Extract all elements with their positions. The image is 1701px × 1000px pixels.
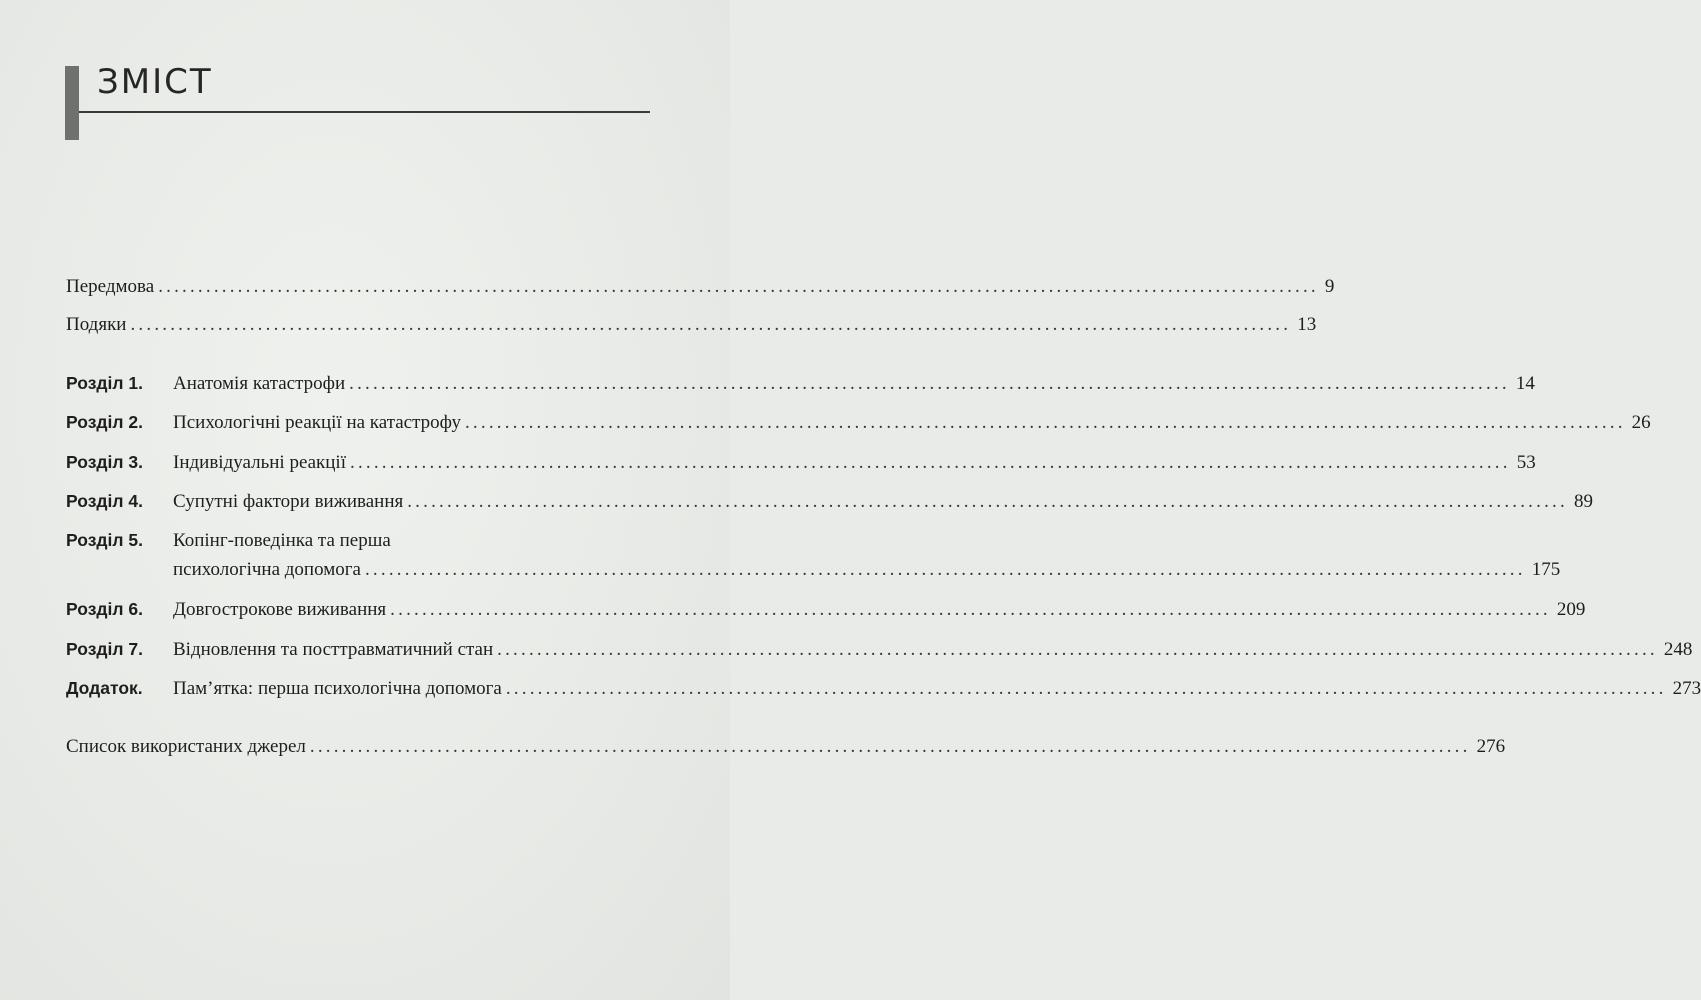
toc-entry-title: Подяки	[66, 314, 127, 335]
toc-entry-label: Розділ 1.	[66, 373, 143, 393]
toc-entry-title: Індивідуальні реакції	[173, 452, 346, 473]
toc-entry-label: Розділ 6.	[66, 599, 143, 619]
toc-entry-chapter-4[interactable]	[66, 489, 1593, 513]
toc-entry-label: Розділ 4.	[66, 491, 143, 511]
toc-entry-acknowledgements[interactable]	[66, 313, 1317, 337]
toc-entry-title: Анатомія катастрофи	[173, 373, 346, 394]
toc-entry-page: 89	[1573, 491, 1593, 512]
toc-entry-chapter-5[interactable]	[66, 528, 1561, 580]
toc-entry-chapter-7[interactable]	[66, 637, 1693, 661]
toc-entry-title: Психологічні реакції на катастрофу	[173, 412, 461, 433]
toc-leader-dots: ..................................................................................................................................................	[464, 412, 1626, 433]
toc-entry-references[interactable]	[66, 735, 1506, 759]
toc-entry-title: Копінг-поведінка та перша	[173, 530, 391, 551]
toc-entry-page: 248	[1663, 639, 1693, 660]
toc-entry-page: 26	[1631, 412, 1651, 433]
toc-entry-chapter-3[interactable]	[66, 450, 1536, 474]
toc-leader-dots: ..................................................................................................................................................	[130, 314, 1292, 335]
toc-entry-page: 273	[1672, 678, 1701, 699]
toc-leader-dots: ..................................................................................................................................................	[497, 639, 1658, 660]
toc-entry-page: 175	[1531, 559, 1561, 580]
toc-entry-label: Розділ 7.	[66, 639, 143, 659]
page-title: ЗМІСТ	[97, 62, 213, 102]
toc-entry-title: Відновлення та посттравматичний стан	[173, 639, 494, 660]
toc-entry-page: 9	[1324, 276, 1335, 297]
toc-leader-dots: ..................................................................................................................................................	[505, 678, 1667, 699]
toc-entry-page: 53	[1516, 452, 1536, 473]
toc-entry-title: Супутні фактори виживання	[173, 491, 404, 512]
toc-entry-chapter-2[interactable]	[66, 410, 1651, 434]
toc-entry-label: Розділ 2.	[66, 412, 143, 432]
toc-leader-dots: ..................................................................................................................................................	[349, 373, 1510, 394]
toc-entry-page: 13	[1297, 314, 1317, 335]
toc-entry-page: 209	[1556, 599, 1586, 620]
heading-accent-bar	[65, 66, 79, 140]
toc-entry-preface[interactable]	[66, 275, 1335, 299]
toc-entry-page: 14	[1515, 373, 1535, 394]
toc-leader-dots: ..................................................................................................................................................	[390, 599, 1551, 620]
toc-leader-dots: ..................................................................................................................................................	[364, 559, 1526, 580]
toc-entry-title: Довгострокове виживання	[173, 599, 387, 620]
toc-leader-dots: ..................................................................................................................................................	[309, 736, 1471, 757]
toc-entry-page: 276	[1476, 736, 1506, 757]
toc-leader-dots: ..................................................................................................................................................	[158, 276, 1319, 297]
heading-rule	[79, 111, 650, 113]
toc-entry-label: Розділ 3.	[66, 452, 143, 472]
toc-entry-title: Список використаних джерел	[66, 736, 306, 757]
toc-entry-label: Додаток.	[66, 678, 143, 698]
toc-entry-label: Розділ 5.	[66, 530, 143, 550]
toc-entry-title: Пам’ятка: перша психологічна допомога	[173, 678, 502, 699]
toc-leader-dots: ..................................................................................................................................................	[407, 491, 1568, 512]
toc-entry-title: Передмова	[66, 276, 155, 297]
toc-entry-appendix[interactable]	[66, 676, 1701, 700]
toc-entry-chapter-1[interactable]	[66, 371, 1535, 395]
toc-entry-chapter-6[interactable]	[66, 597, 1586, 621]
toc-leader-dots: ..................................................................................................................................................	[350, 452, 1511, 473]
toc-entry-title-continued: психологічна допомога	[173, 559, 361, 580]
